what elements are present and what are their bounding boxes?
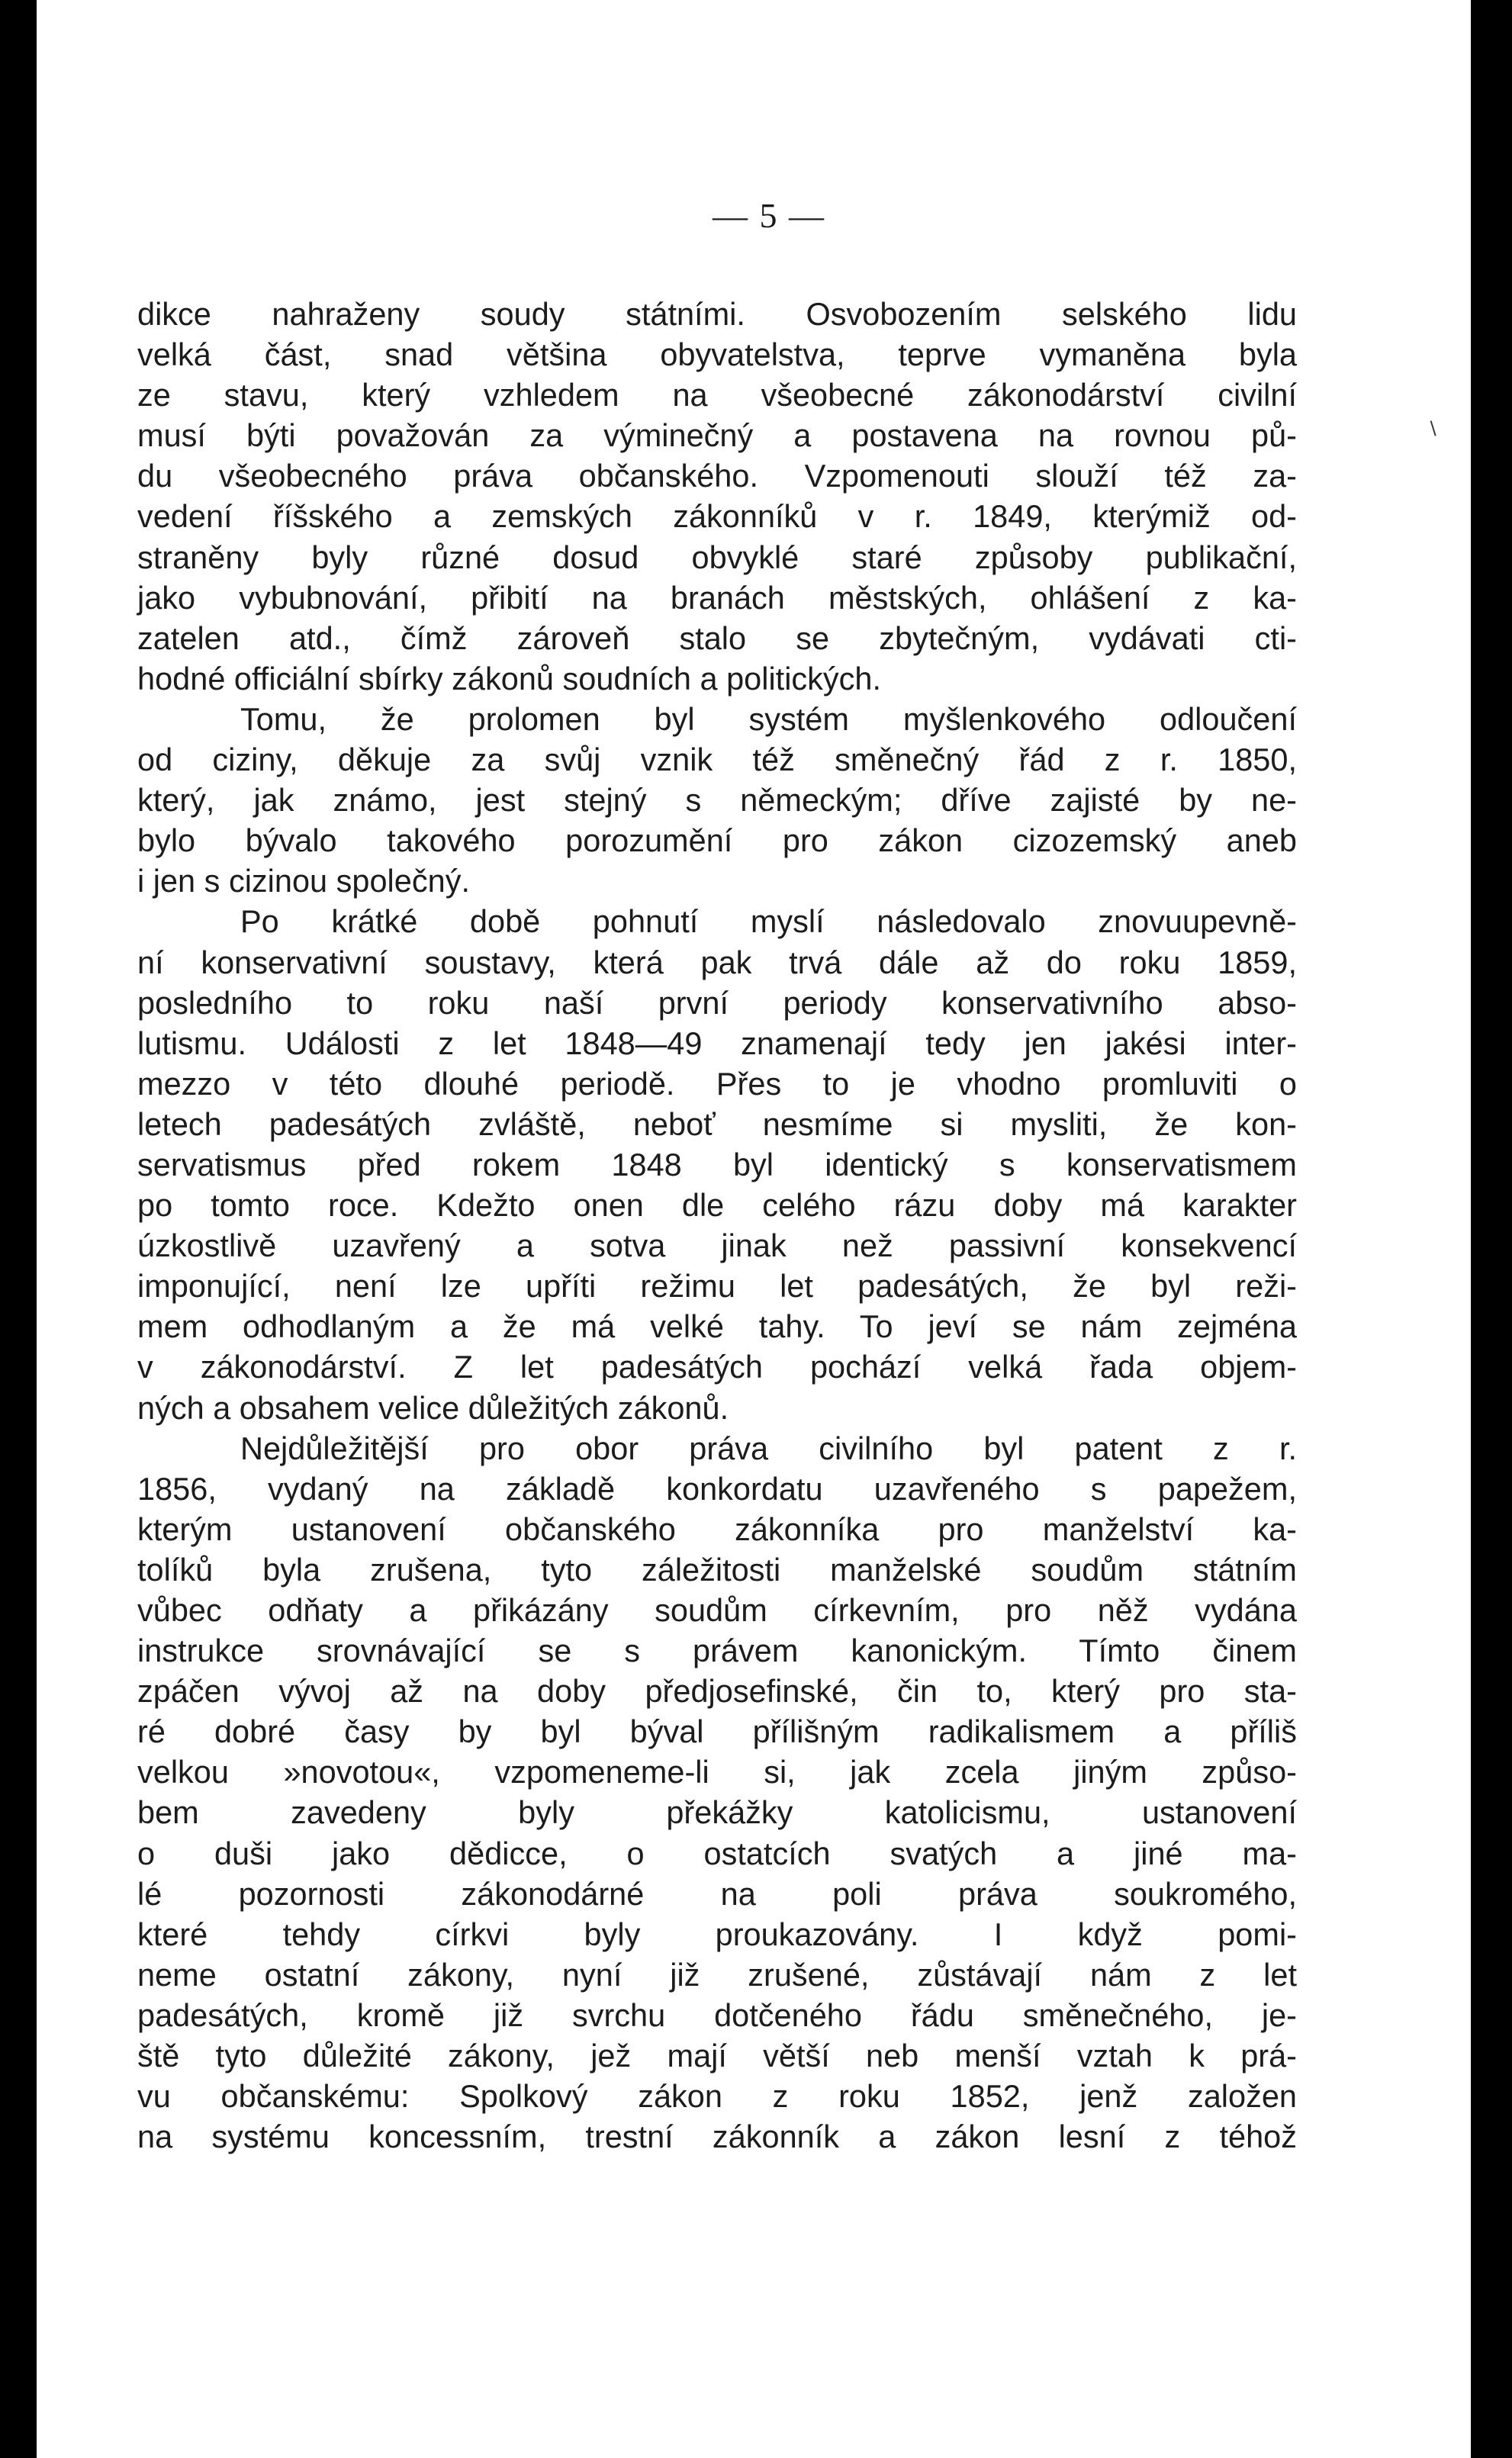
- text-line: Nejdůležitější pro obor práva civilního byl patent z r.: [240, 1430, 1297, 1466]
- text-line: servatismus před rokem 1848 byl identický s konservatismem: [137, 1146, 1297, 1182]
- text-line: ní konservativní soustavy, která pak trvá dále až do roku 1859,: [137, 944, 1297, 980]
- text-line: du všeobecného práva občanského. Vzpomenouti slouží též za-: [137, 458, 1297, 494]
- text-line: letech padesátých zvláště, neboť nesmíme si mysliti, že kon-: [137, 1105, 1297, 1142]
- text-line: vu občanskému: Spolkový zákon z roku 1852, jenž založen: [137, 2078, 1297, 2115]
- text-line: velkou »novotou«, vzpomeneme-li si, jak zcela jiným způso-: [137, 1754, 1297, 1790]
- text-line: o duši jako dědicce, o ostatcích svatých a jiné ma-: [137, 1835, 1297, 1871]
- text-line: tolíků byla zrušena, tyto záležitosti manželské soudům státním: [137, 1551, 1297, 1588]
- page-number: — 5 —: [713, 196, 825, 235]
- scan-left-border: [0, 0, 37, 2458]
- text-line: Po krátké době pohnutí myslí následovalo znovuupevně-: [240, 903, 1297, 940]
- text-line: bylo bývalo takového porozumění pro zákon cizozemský aneb: [137, 822, 1297, 859]
- text-line: i jen s cizinou společný.: [137, 863, 470, 899]
- text-line: vedení říšského a zemských zákonníků v r. 1849, kterýmiž od-: [137, 498, 1297, 535]
- text-line: padesátých, kromě již svrchu dotčeného řádu směnečného, je-: [137, 1996, 1297, 2033]
- text-line: imponující, není lze upříti režimu let padesátých, že byl reži-: [137, 1268, 1297, 1305]
- text-line: úzkostlivě uzavřený a sotva jinak než passivní konsekvencí: [137, 1227, 1297, 1264]
- text-line: lé pozornosti zákonodárné na poli práva soukromého,: [137, 1875, 1297, 1912]
- text-line: posledního to roku naší první periody konservativního abso-: [137, 984, 1297, 1021]
- text-line: neme ostatní zákony, nyní již zrušené, zůstávají nám z let: [137, 1956, 1297, 1993]
- text-line: 1856, vydaný na základě konkordatu uzavřeného s papežem,: [137, 1470, 1297, 1507]
- text-line: mem odhodlaným a že má velké tahy. To jeví se nám zejména: [137, 1308, 1297, 1345]
- text-line: hodné officiální sbírky zákonů soudních a politických.: [137, 660, 882, 697]
- scan-speck: ∖: [1427, 418, 1439, 439]
- text-line: musí býti považován za výminečný a postavena na rovnou pů-: [137, 417, 1297, 454]
- text-line: straněny byly různé dosud obvyklé staré způsoby publikační,: [137, 539, 1297, 575]
- text-line: vůbec odňaty a přikázány soudům církevním, pro něž vydána: [137, 1592, 1297, 1628]
- scan-right-border: [1471, 0, 1512, 2458]
- text-line: na systému koncessním, trestní zákonník a zákon lesní z téhož: [137, 2119, 1297, 2155]
- text-line: zpáčen vývoj až na doby předjosefinské, čin to, který pro sta-: [137, 1673, 1297, 1710]
- text-line: Tomu, že prolomen byl systém myšlenkového odloučení: [240, 700, 1297, 737]
- text-line: kterým ustanovení občanského zákonníka pro manželství ka-: [137, 1511, 1297, 1547]
- text-line: zatelen atd., čímž zároveň stalo se zbytečným, vydávati cti-: [137, 619, 1297, 656]
- text-line: jako vybubnování, přibití na branách městských, ohlášení z ka-: [137, 579, 1297, 616]
- body-text: [137, 294, 1297, 2157]
- text-line: od ciziny, děkuje za svůj vznik též směnečný řád z r. 1850,: [137, 742, 1297, 778]
- text-line: instrukce srovnávající se s právem kanonickým. Tímto činem: [137, 1633, 1297, 1669]
- text-line: lutismu. Události z let 1848—49 znamenají tedy jen jakési inter-: [137, 1025, 1297, 1061]
- text-line: který, jak známo, jest stejný s německým; dříve zajisté by ne-: [137, 782, 1297, 819]
- text-line: v zákonodárství. Z let padesátých pochází velká řada objem-: [137, 1349, 1297, 1385]
- page: [37, 0, 1471, 2458]
- text-line: ných a obsahem velice důležitých zákonů.: [137, 1389, 729, 1426]
- text-line: které tehdy církvi byly proukazovány. I když pomi-: [137, 1916, 1297, 1952]
- text-line: bem zavedeny byly překážky katolicismu, ustanovení: [137, 1794, 1297, 1831]
- text-line: ště tyto důležité zákony, jež mají větší neb menší vztah k prá-: [137, 2038, 1297, 2074]
- text-line: mezzo v této dlouhé periodě. Přes to je vhodno promluviti o: [137, 1065, 1297, 1102]
- text-line: ré dobré časy by byl býval přílišným radikalismem a příliš: [137, 1713, 1297, 1750]
- text-line: po tomto roce. Kdežto onen dle celého rázu doby má karakter: [137, 1187, 1297, 1224]
- text-line: dikce nahraženy soudy státními. Osvobozením selského lidu: [137, 296, 1297, 332]
- text-line: ze stavu, který vzhledem na všeobecné zákonodárství civilní: [137, 377, 1297, 413]
- text-line: velká část, snad většina obyvatelstva, teprve vymaněna byla: [137, 336, 1297, 373]
